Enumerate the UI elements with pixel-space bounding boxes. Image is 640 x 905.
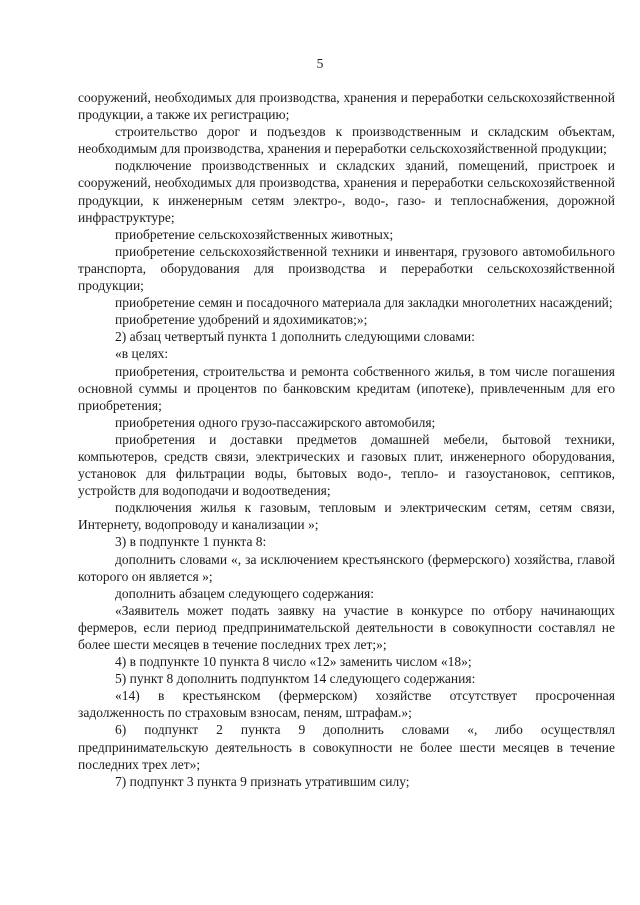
paragraph: строительство дорог и подъездов к производственным и складским объектам, необходимым для производства, хранения и переработки сельскохозяйственной продукции; — [78, 124, 615, 157]
page-number: 5 — [316, 56, 324, 71]
paragraph: 5) пункт 8 дополнить подпунктом 14 следующего содержания: — [115, 671, 476, 687]
paragraph: приобретение сельскохозяйственной техники и инвентаря, грузового автомобильного транспорта, оборудования для производства и переработки сельскохозяйственной продукции; — [78, 243, 615, 294]
paragraph: приобретения и доставки предметов домашней мебели, бытовой техники, компьютеров, средств связи, электрических и газовых плит, инженерного оборудования, установок для фильтрации воды, бытовых водо-, тепло- и газоустановок, септиков, устройств для водоподачи и водоотведения; — [78, 431, 615, 499]
paragraph: подключения жилья к газовым, тепловым и электрическим сетям, сетям связи, Интернету, водопроводу и канализации »; — [78, 500, 615, 533]
paragraph: 4) в подпункте 10 пункта 8 число «12» заменить числом «18»; — [115, 654, 472, 670]
paragraph: «14) в крестьянском (фермерском) хозяйстве отсутствует просроченная задолженность по страховым взносам, пеням, штрафам.»; — [78, 688, 615, 721]
paragraph: 7) подпункт 3 пункта 9 признать утратившим силу; — [115, 773, 410, 789]
paragraph: 3) в подпункте 1 пункта 8: — [115, 534, 267, 550]
paragraph-continuation: сооружений, необходимых для производства, хранения и переработки сельскохозяйственной продукции, а также их регистрацию; — [78, 90, 615, 123]
document-body — [78, 89, 615, 790]
paragraph: дополнить словами «, за исключением крестьянского (фермерского) хозяйства, главой которого он является »; — [78, 551, 615, 584]
paragraph: приобретение сельскохозяйственных животных; — [115, 226, 394, 242]
paragraph: дополнить абзацем следующего содержания: — [115, 585, 375, 601]
paragraph: приобретения, строительства и ремонта собственного жилья, в том числе погашения основной суммы и процентов по банковским кредитам (ипотеке), привлеченным для его приобретения; — [78, 363, 615, 413]
paragraph: приобретение семян и посадочного материала для закладки многолетних насаждений; — [115, 295, 613, 311]
paragraph: 2) абзац четвертый пункта 1 дополнить следующими словами: — [115, 329, 475, 345]
paragraph: 6) подпункт 2 пункта 9 дополнить словами «, либо осуществлял предпринимательскую деятельность в совокупности не более шести месяцев в течение последних трех лет»; — [78, 722, 615, 772]
paragraph: подключение производственных и складских зданий, помещений, пристроек и сооружений, необходимых для производства, хранения и переработки сельскохозяйственной продукции, к инженерным сетям электро-, водо-, газо- и теплоснабжения, дорожной инфраструктуре; — [78, 158, 615, 225]
paragraph: «в целях: — [115, 346, 169, 362]
paragraph: приобретение удобрений и ядохимикатов;»; — [115, 312, 368, 328]
paragraph: «Заявитель может подать заявку на участие в конкурсе по отбору начинающих фермеров, если период предпринимательской деятельности в совокупности составлял не более шести месяцев в течение последних трех лет;»; — [78, 602, 615, 652]
paragraph: приобретения одного грузо-пассажирского автомобиля; — [115, 414, 436, 430]
